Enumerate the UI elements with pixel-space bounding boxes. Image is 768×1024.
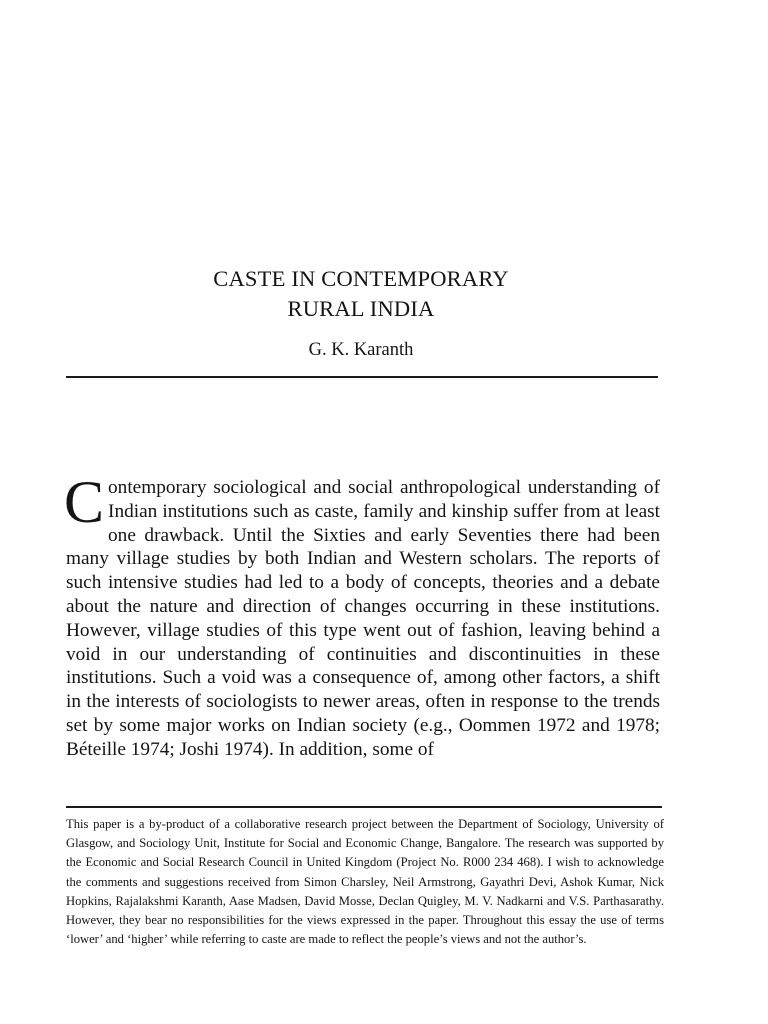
opening-paragraph xyxy=(64,469,660,762)
footnote: This paper is a by-product of a collaborative research project between the Department of Sociology, University of Glasgow, and Sociology Unit, Institute for Social and Economic Change, Bangalore. The research was supported by the Economic and Social Research Council in United Kingdom (Project No. R000 234 468). I wish to acknowledge the comments and suggestions received from Simon Charsley, Neil Armstrong, Gayathri Devi, Ashok Kumar, Nick Hopkins, Rajalakshmi Karanth, Aase Madsen, David Mosse, Declan Quigley, M. V. Nadkarni and V.S. Parthasarathy. However, they bear no responsibilities for the views expressed in the paper. Throughout this essay the use of terms ‘lower’ and ‘higher’ while referring to caste are made to reflect the people’s views and not the author’s. xyxy=(66,817,664,947)
title-block xyxy=(0,264,722,362)
drop-cap: C xyxy=(64,469,105,535)
body-text xyxy=(64,469,660,762)
footnote-divider xyxy=(66,806,662,808)
article-title-line-2: RURAL INDIA xyxy=(287,296,435,321)
paragraph-text: ontemporary sociological and social anthropological understanding of Indian institutions such as caste, family and kinship suffer from at least one drawback. Until the Sixties and early Seventies there had been many village studies by both Indian and Western scholars. The reports of such intensive studies had led to a body of concepts, theories and a debate about the nature and direction of changes occurring in these institutions. However, village studies of this type went out of fashion, leaving behind a void in our understanding of continuities and discontinuities in these institutions. Such a void was a consequence of, among other factors, a shift in the interests of sociologists to newer areas, often in response to the trends set by some major works on Indian society (e.g., Oommen 1972 and 1978; Béteille 1974; Joshi 1974). In addition, some of xyxy=(66,477,660,760)
title-divider xyxy=(66,376,658,378)
author-name: G. K. Karanth xyxy=(308,340,414,360)
article-title-line-1: CASTE IN CONTEMPORARY xyxy=(213,266,509,291)
